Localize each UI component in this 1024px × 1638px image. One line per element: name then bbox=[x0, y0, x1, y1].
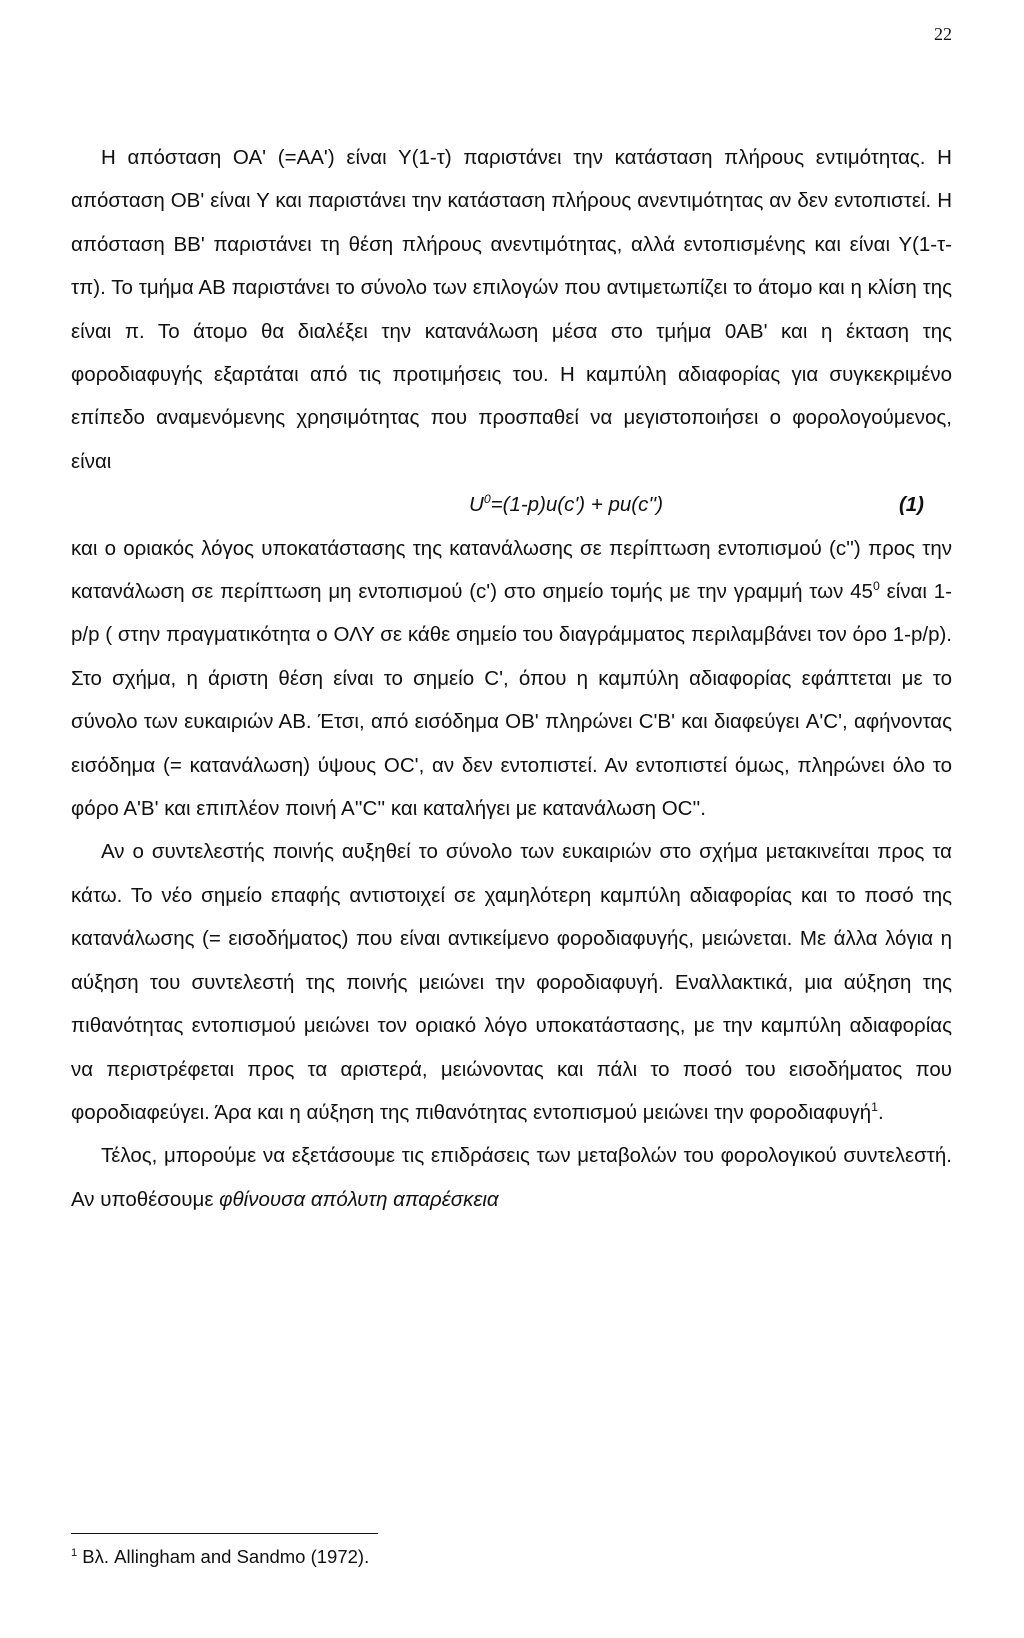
page-number: 22 bbox=[934, 24, 952, 44]
paragraph-2-part-1: και ο οριακός λόγος υποκατάστασης της κατανάλωσης σε περίπτωση εντοπισμού (c'') προς την κατανάλωση σε περίπτωση μη εντοπισμού (c') στο σημείο τομής με την γραμμή των 45 bbox=[71, 536, 952, 604]
paragraph-3-text: Αν ο συντελεστής ποινής αυξηθεί το σύνολο των ευκαιριών στο σχήμα μετακινείται προς τα κάτω. Το νέο σημείο επαφής αντιστοιχεί σε χαμηλότερη καμπύλη αδιαφορίας και το ποσό της κατανάλωσης (= εισοδήματος) που είναι αντικείμενο φοροδιαφυγής, μειώνεται. Με άλλα λόγια η αύξηση του συντελεστή της ποινής μειώνει την φοροδιαφυγή. Εναλλακτικά, μια αύξηση της πιθανότητας εντοπισμού μειώνει τον οριακό λόγο υποκατάστασης, με την καμπύλη αδιαφορίας να περιστρέφεται προς τα αριστερά, μειώνοντας και πάλι το ποσό του εισοδήματος που φοροδιαφεύγει. Άρα και η αύξηση της πιθανότητας εντοπισμού μειώνει την φοροδιαφυγή bbox=[71, 840, 952, 1124]
footnote bbox=[71, 1544, 952, 1570]
paragraph-3 bbox=[71, 830, 952, 1134]
paragraph-1: Η απόσταση ΟΑ' (=ΑΑ') είναι Υ(1-τ) παριστάνει την κατάσταση πλήρους εντιμότητας. Η απόσταση ΟΒ' είναι Υ και παριστάνει την κατάσταση πλήρους ανεντιμότητας αν δεν εντοπιστεί. Η απόσταση ΒΒ' παριστάνει τη θέση πλήρους ανεντιμότητας, αλλά εντοπισμένης και είναι Υ(1-τ- τπ). Το τμήμα ΑΒ παριστάνει το σύνολο των επιλογών που αντιμετωπίζει το άτομο και η κλίση της είναι π. Το άτομο θα διαλέξει την κατανάλωση μέσα στο τμήμα 0ΑΒ' και η έκταση της φοροδιαφυγής εξαρτάται από τις προτιμήσεις του. Η καμπύλη αδιαφορίας για συγκεκριμένο επίπεδο αναμενόμενης χρησιμότητας που προσπαθεί να μεγιστοποιήσει ο φορολογούμενος, είναι bbox=[71, 146, 952, 473]
footnote-text: Βλ. Allingham and Sandmo (1972). bbox=[77, 1546, 370, 1567]
equation-number: (1) bbox=[898, 493, 924, 517]
equation-utility-symbol: U bbox=[469, 493, 484, 517]
paragraph-3-end: . bbox=[877, 1100, 884, 1124]
footnote-divider bbox=[71, 1533, 378, 1534]
footnote-area bbox=[71, 1533, 952, 1570]
paragraph-4-text: Τέλος, μπορούμε να εξετάσουμε τις επιδράσεις των μεταβολών του φορολογικού συντελεστή. Αν υποθέσουμε bbox=[71, 1144, 952, 1211]
degree-superscript: 0 bbox=[872, 579, 880, 594]
paragraph-4 bbox=[71, 1134, 952, 1221]
paragraph-2-part-2: είναι 1-p/p ( στην πραγματικότητα ο ΟΛΥ σε κάθε σημείο του διαγράμματος περιλαμβάνει τον όρο 1-p/p). Στο σχήμα, η άριστη θέση είναι το σημείο C', όπου η καμπύλη αδιαφορίας εφάπτεται με το σύνολο των ευκαιριών ΑΒ. Έτσι, από εισόδημα ΟΒ' πληρώνει C'B' και διαφεύγει A'C', αφήνοντας εισόδημα (= κατανάλωση) ύψους ΟC', αν δεν εντοπιστεί. Αν εντοπιστεί όμως, πληρώνει όλο το φόρο Α'Β' και επιπλέον ποινή Α''C'' και καταλήγει με κατανάλωση ΟC''. bbox=[71, 580, 952, 821]
equation-superscript: 0 bbox=[483, 492, 491, 507]
equation-body: =(1-p)u(c') + pu(c'') bbox=[490, 493, 664, 517]
equation bbox=[469, 483, 663, 526]
paragraph-2 bbox=[71, 527, 952, 831]
paragraph-4-italic-term: φθίνουσα απόλυτη απαρέσκεια bbox=[219, 1187, 499, 1211]
footnote-marker: 1 bbox=[71, 1546, 78, 1559]
equation-row bbox=[71, 483, 952, 526]
body-text bbox=[71, 136, 952, 1221]
footnote-reference[interactable]: 1 bbox=[871, 1100, 878, 1115]
